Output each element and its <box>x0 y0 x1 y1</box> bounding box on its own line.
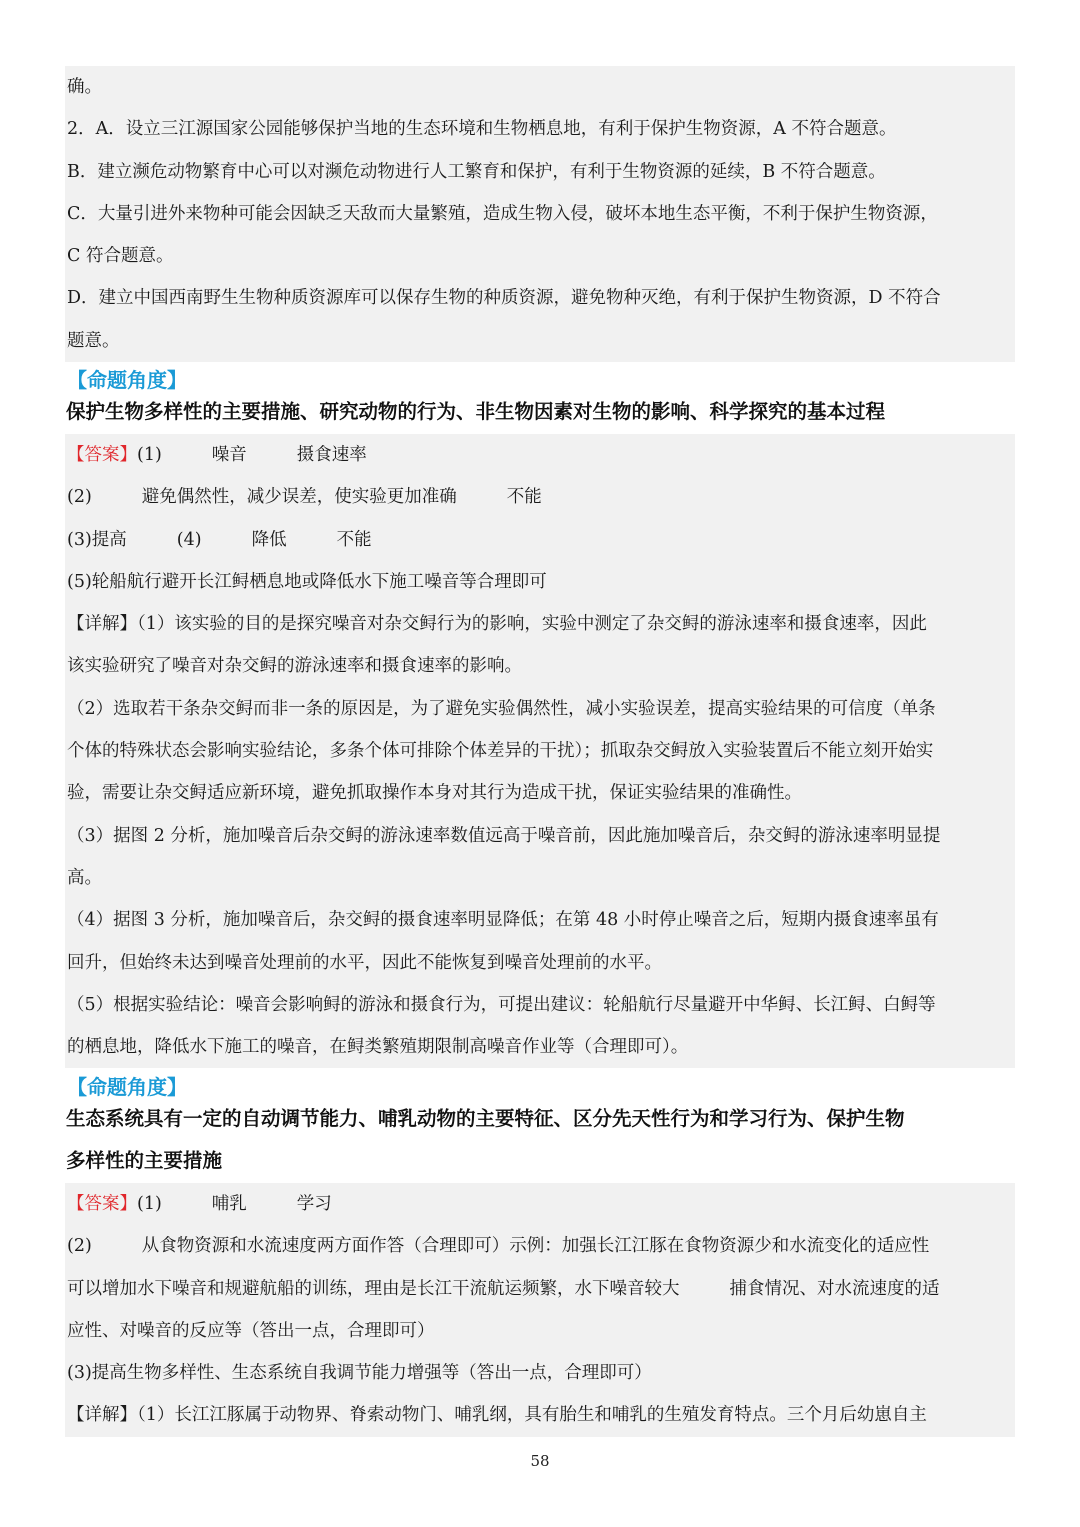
answer-part: 学习 <box>296 1194 332 1214</box>
explanation-block <box>65 66 1015 362</box>
answer-line <box>65 1268 1015 1310</box>
detail-text: （1）该实验的目的是探究噪音对杂交鲟行为的影响，实验中测定了杂交鲟的游泳速率和摄食速率，因此 <box>137 614 927 635</box>
detail-line: 回升，但始终未达到噪音处理前的水平，因此不能恢复到噪音处理前的水平。 <box>67 952 662 973</box>
section-heading: 多样性的主要措施 <box>66 1149 223 1172</box>
answer-part: (1) <box>137 1194 162 1214</box>
answer-line <box>65 1183 1015 1225</box>
text-line: B．建立濒危动物繁育中心可以对濒危动物进行人工繁育和保护，有利于生物资源的延续，B 不符合题意。 <box>67 161 886 182</box>
answer-line <box>65 476 1015 518</box>
detail-line: （2）选取若干条杂交鲟而非一条的原因是，为了避免实验偶然性，减小实验误差，提高实验结果的可信度（单条 <box>67 698 936 719</box>
detail-line <box>65 1394 1015 1436</box>
detail-text: （1）长江江豚属于动物界、脊索动物门、哺乳纲，具有胎生和哺乳的生殖发育特点。三个月后幼崽自主 <box>137 1405 927 1426</box>
answer-part: 哺乳 <box>211 1194 247 1214</box>
detail-line: （4）据图 3 分析，施加噪音后，杂交鲟的摄食速率明显降低；在第 48 小时停止噪音之后，短期内摄食速率虽有 <box>67 910 939 931</box>
answer-part: 降低 <box>251 529 287 550</box>
answer-part: 从食物资源和水流速度两方面作答（合理即可）示例：加强长江江豚在食物资源少和水流变化的适应性 <box>141 1236 930 1257</box>
answer-line <box>65 434 1015 476</box>
text-line: 题意。 <box>67 330 120 351</box>
section-heading: 保护生物多样性的主要措施、研究动物的行为、非生物因素对生物的影响、科学探究的基本过程 <box>66 400 886 423</box>
detail-line: 的栖息地，降低水下施工的噪音，在鲟类繁殖期限制高噪音作业等（合理即可）。 <box>67 1037 689 1058</box>
answer-part: (2) <box>67 1236 92 1257</box>
answer-line <box>65 519 1015 561</box>
answer-detail-block <box>65 434 1015 1068</box>
answer-part: (2) <box>67 487 92 508</box>
text-line: C 符合题意。 <box>67 246 174 267</box>
answer-label: 【答案】 <box>67 445 137 465</box>
text-line: 确。 <box>67 77 102 97</box>
section-tag: 【命题角度】 <box>67 1075 187 1099</box>
detail-line: 该实验研究了噪音对杂交鲟的游泳速率和摄食速率的影响。 <box>67 656 522 677</box>
detail-line: （3）据图 2 分析，施加噪音后杂交鲟的游泳速率数值远高于噪音前，因此施加噪音后，杂交鲟的游泳速率明显提 <box>67 825 941 846</box>
detail-line: 验，需要让杂交鲟适应新环境，避免抓取操作本身对其行为造成干扰，保证实验结果的准确性。 <box>67 783 802 804</box>
answer-part: 捕食情况、对水流速度的适 <box>729 1278 940 1299</box>
detail-label: 【详解】 <box>67 1405 137 1426</box>
answer-part: 摄食速率 <box>296 445 367 465</box>
answer-part: (3)提高 <box>67 529 127 550</box>
answer-line <box>65 1225 1015 1267</box>
answer-part: 不能 <box>336 529 372 550</box>
detail-line <box>65 603 1015 645</box>
answer-line: (5)轮船航行避开长江鲟栖息地或降低水下施工噪音等合理即可 <box>67 571 547 592</box>
detail-line: （5）根据实验结论：噪音会影响鲟的游泳和摄食行为，可提出建议：轮船航行尽量避开中华鲟、长江鲟、白鲟等 <box>67 994 936 1015</box>
section-heading: 生态系统具有一定的自动调节能力、哺乳动物的主要特征、区分先天性行为和学习行为、保护生物 <box>66 1107 905 1130</box>
answer-part: 噪音 <box>211 445 247 465</box>
answer-part: 不能 <box>506 487 542 508</box>
answer-line: (3)提高生物多样性、生态系统自我调节能力增强等（答出一点，合理即可） <box>67 1363 652 1384</box>
answer-detail-block <box>65 1183 1015 1437</box>
answer-part: (1) <box>137 445 162 465</box>
page-number: 58 <box>530 1452 550 1470</box>
text-line: D．建立中国西南野生生物种质资源库可以保存生物的种质资源，避免物种灭绝，有利于保护生物资源，D 不符合 <box>67 288 941 309</box>
answer-label: 【答案】 <box>67 1194 137 1214</box>
text-line: 2．A．设立三江源国家公园能够保护当地的生态环境和生物栖息地，有利于保护生物资源，A 不符合题意。 <box>67 119 897 140</box>
answer-part: (4) <box>176 529 202 550</box>
text-line: C．大量引进外来物种可能会因缺乏天敌而大量繁殖，造成生物入侵，破坏本地生态平衡，不利于保护生物资源， <box>67 203 938 224</box>
answer-part: 可以增加水下噪音和规避航船的训练，理由是长江干流航运频繁，水下噪音较大 <box>67 1278 680 1299</box>
detail-line: 高。 <box>67 867 102 888</box>
answer-line: 应性、对噪音的反应等（答出一点，合理即可） <box>67 1320 435 1341</box>
detail-line: 个体的特殊状态会影响实验结论，多条个体可排除个体差异的干扰）；抓取杂交鲟放入实验装置后不能立刻开始实 <box>67 741 934 762</box>
answer-part: 避免偶然性，减少误差，使实验更加准确 <box>141 487 457 508</box>
detail-label: 【详解】 <box>67 614 137 635</box>
section-tag: 【命题角度】 <box>67 368 187 392</box>
